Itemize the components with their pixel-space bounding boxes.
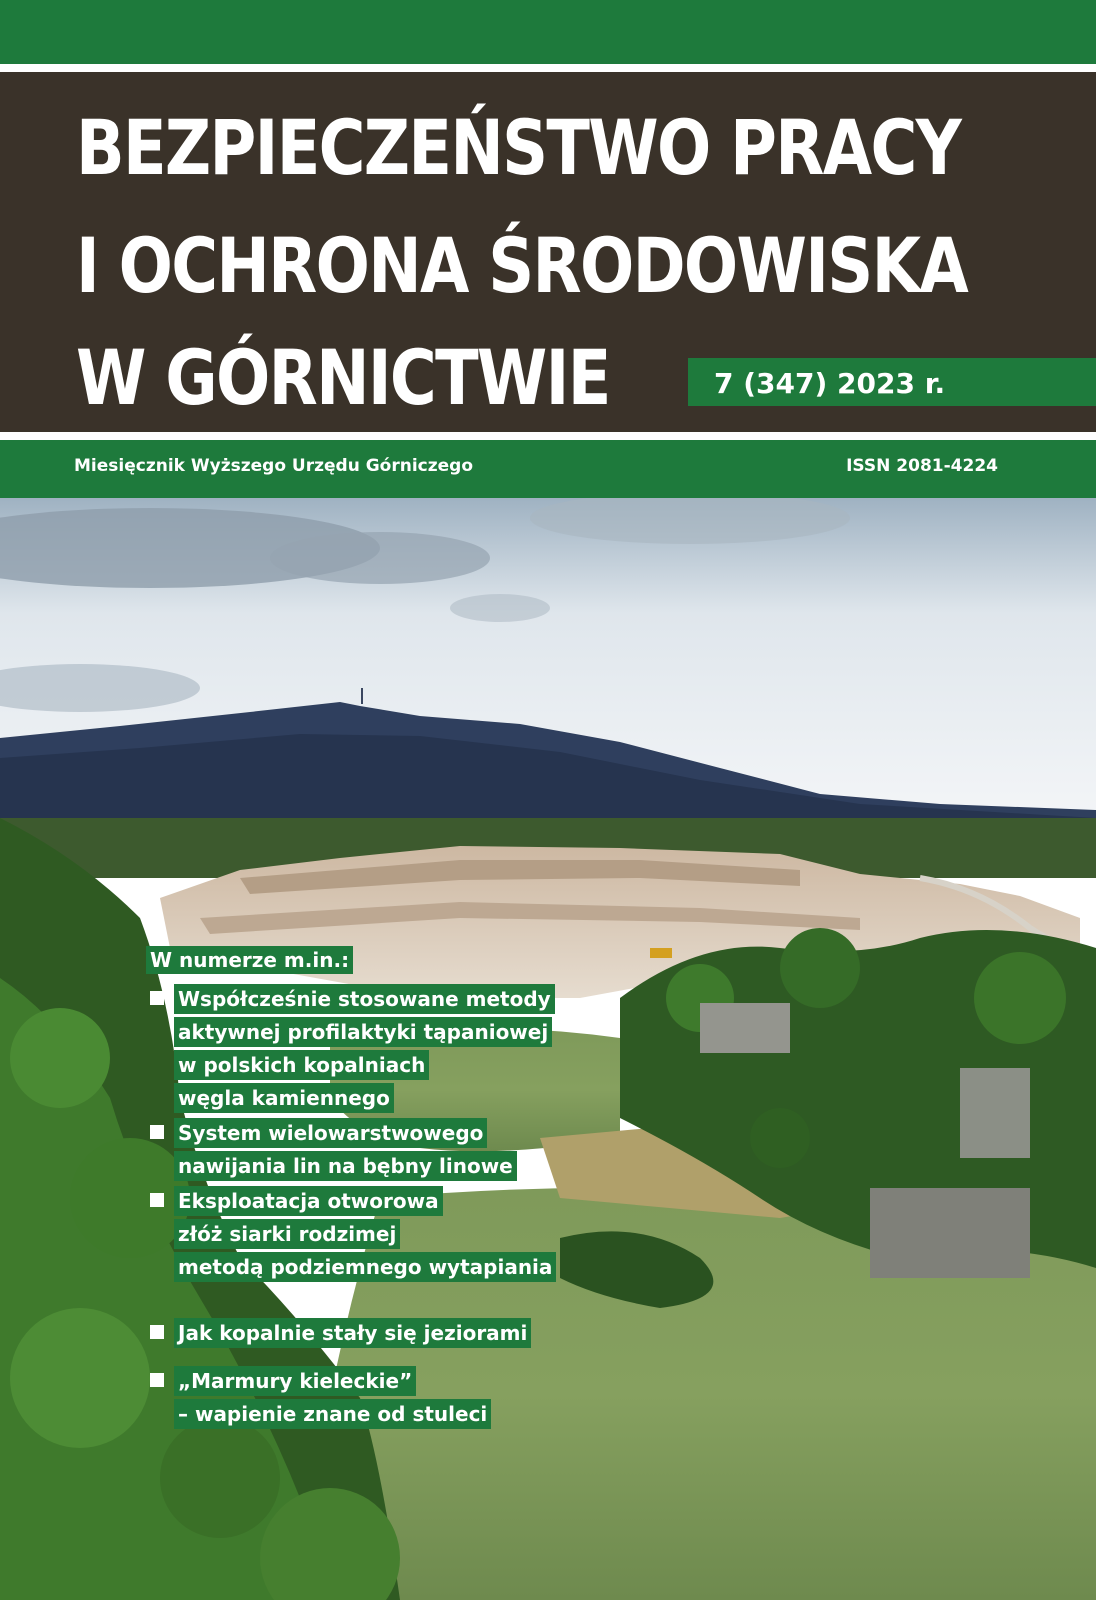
contents-item-line: złóż siarki rodzimej <box>174 1219 400 1249</box>
contents-item-line: System wielowarstwowego <box>174 1118 487 1148</box>
contents-item-line: aktywnej profilaktyki tąpaniowej <box>174 1017 552 1047</box>
magazine-title-line-3: W GÓRNICTWIE <box>76 333 610 422</box>
contents-item-line: w polskich kopalniach <box>174 1050 429 1080</box>
contents-item-text <box>174 1318 531 1351</box>
publisher-subtitle: Miesięcznik Wyższego Urzędu Górniczego <box>74 456 474 476</box>
issue-number-tag <box>688 358 1096 406</box>
issue-number: 7 (347) 2023 r. <box>714 367 946 400</box>
contents-item-text <box>174 1118 517 1184</box>
subtitle-band <box>0 440 1096 498</box>
contents-item-line: Jak kopalnie stały się jeziorami <box>174 1318 531 1348</box>
bullet-square-icon <box>150 1193 164 1207</box>
contents-item-line: „Marmury kieleckie” <box>174 1366 416 1396</box>
contents-item-text <box>174 984 555 1116</box>
contents-item-line: – wapienie znane od stuleci <box>174 1399 491 1429</box>
contents-item-line: Współcześnie stosowane metody <box>174 984 555 1014</box>
contents-item-line: nawijania lin na bębny linowe <box>174 1151 517 1181</box>
contents-heading: W numerze m.in.: <box>146 946 353 974</box>
issn-number: ISSN 2081-4224 <box>846 456 998 476</box>
bullet-square-icon <box>150 1373 164 1387</box>
contents-item-line: metodą podziemnego wytapiania <box>174 1252 556 1282</box>
top-green-band <box>0 0 1096 64</box>
bullet-square-icon <box>150 991 164 1005</box>
magazine-title-line-2: I OCHRONA ŚRODOWISKA <box>76 221 968 310</box>
contents-item-text <box>174 1366 491 1432</box>
bullet-square-icon <box>150 1325 164 1339</box>
contents-item-text <box>174 1186 556 1285</box>
magazine-title-line-1: BEZPIECZEŃSTWO PRACY <box>76 103 961 192</box>
bullet-square-icon <box>150 1125 164 1139</box>
contents-item-line: Eksploatacja otworowa <box>174 1186 443 1216</box>
contents-item-line: węgla kamiennego <box>174 1083 394 1113</box>
